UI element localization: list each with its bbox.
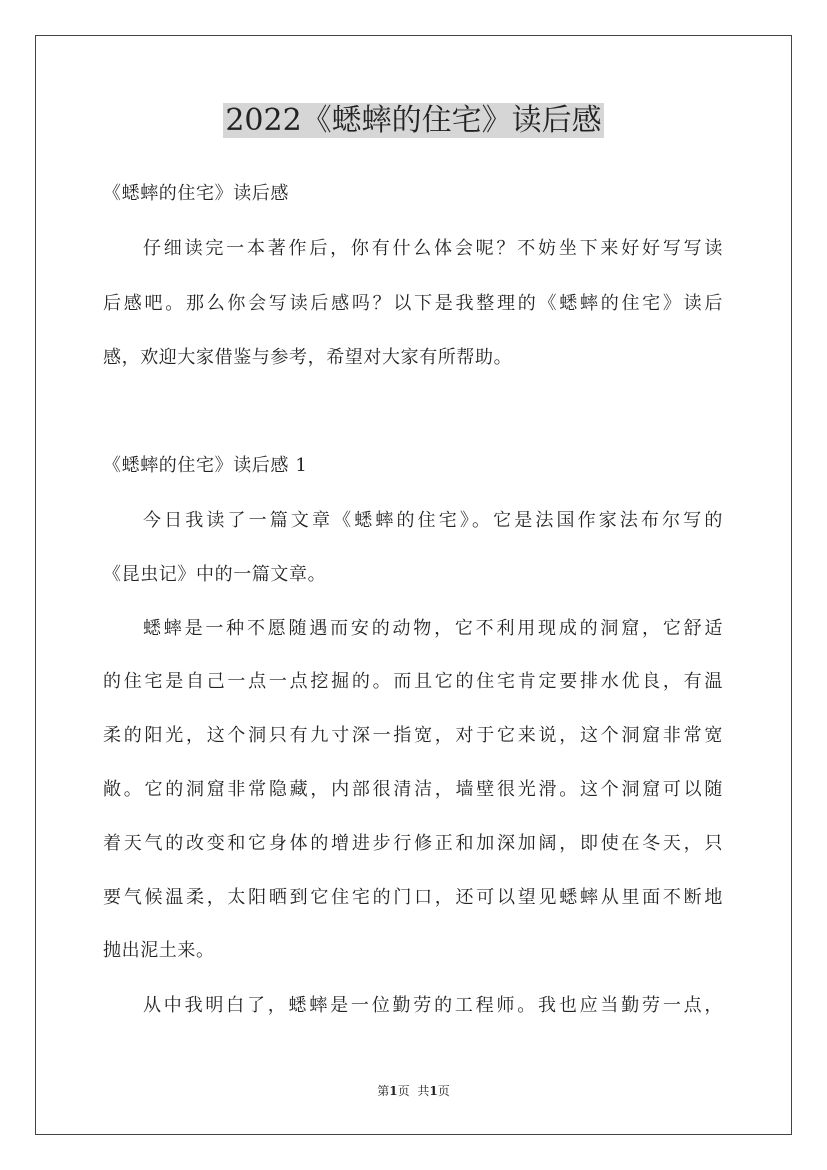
page-footer (0, 1083, 827, 1099)
para2-line-7: 抛出泥土来。 (103, 940, 215, 961)
para2-line-6: 要气候温柔，太阳晒到它住宅的门口，还可以望见蟋蟀从里面不断地 (103, 887, 723, 908)
para2-line-4: 敞。它的洞窟非常隐藏，内部很清洁，墙壁很光滑。这个洞窟可以随 (103, 779, 723, 800)
intro-line-1: 仔细读完一本著作后，你有什么体会呢？不妨坐下来好好写写读 (143, 238, 723, 259)
para2-line-1: 蟋蟀是一种不愿随遇而安的动物，它不利用现成的洞窟，它舒适 (143, 618, 723, 639)
para2-line-3: 柔的阳光，这个洞只有九寸深一指宽，对于它来说，这个洞窟非常宽 (103, 725, 723, 746)
intro-line-2: 后感吧。那么你会写读后感吗？以下是我整理的《蟋蟀的住宅》读后 (103, 293, 723, 314)
footer-page-prefix: 第 (377, 1084, 390, 1098)
para1-line-1: 今日我读了一篇文章《蟋蟀的住宅》。它是法国作家法布尔写的 (143, 510, 723, 531)
intro-line-3: 感，欢迎大家借鉴与参考，希望对大家有所帮助。 (103, 347, 513, 368)
document-title (0, 100, 827, 142)
footer-total-prefix: 共 (417, 1084, 430, 1098)
footer-page-number: 1 (389, 1084, 398, 1098)
para3-line-1: 从中我明白了，蟋蟀是一位勤劳的工程师。我也应当勤劳一点， (143, 995, 723, 1016)
footer-total-suffix: 页 (437, 1084, 450, 1098)
section-heading: 《蟋蟀的住宅》读后感 1 (103, 455, 308, 476)
footer-page-suffix: 页 (397, 1084, 410, 1098)
document-subtitle: 《蟋蟀的住宅》读后感 (103, 183, 289, 204)
para2-line-5: 着天气的改变和它身体的增进步行修正和加深加阔，即使在冬天，只 (103, 833, 723, 854)
para1-line-2: 《昆虫记》中的一篇文章。 (103, 564, 327, 585)
document-title-text: 2022《蟋蟀的住宅》读后感 (225, 103, 602, 138)
para2-line-2: 的住宅是自己一点一点挖掘的。而且它的住宅肯定要排水优良，有温 (103, 671, 723, 692)
footer-total-number: 1 (429, 1084, 438, 1098)
